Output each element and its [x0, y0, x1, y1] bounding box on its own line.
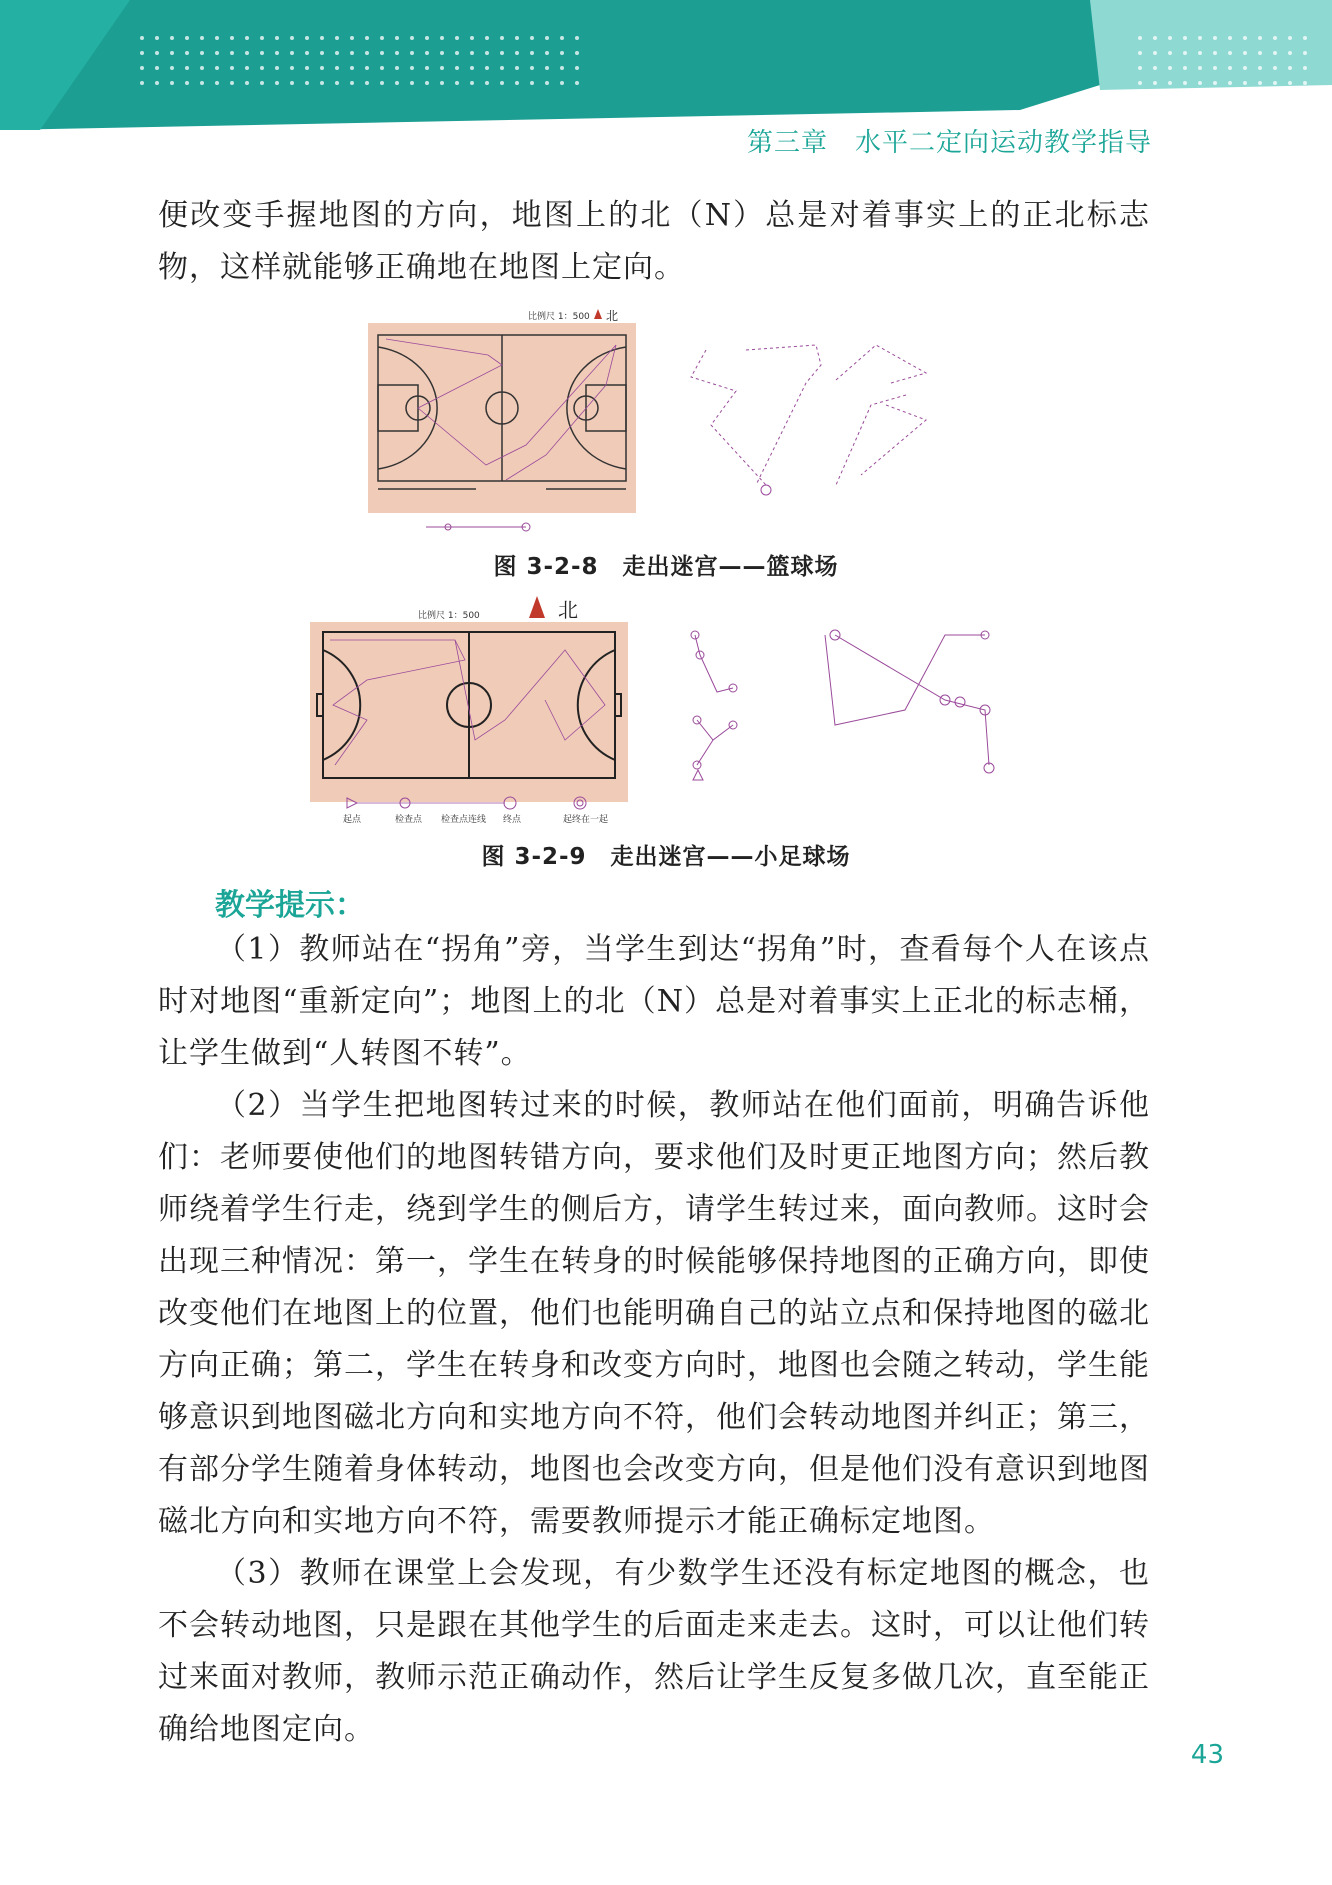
- page-number: 43: [1190, 1740, 1224, 1770]
- tip-paragraph-1: （1）教师站在“拐角”旁，当学生到达“拐角”时，查看每个人在该点时对地图“重新定向”；地图上的北（N）总是对着事实上正北的标志桶，让学生做到“人转图不转”。: [158, 932, 1150, 1071]
- legend-start-finish: 起终在一起: [563, 815, 609, 825]
- north-label: 北: [606, 309, 619, 323]
- tip-paragraph-3: （3）教师在课堂上会发现，有少数学生还没有标定地图的概念，也不会转动地图，只是跟在其他学生的后面走来走去。这时，可以让他们转过来面对教师，教师示范正确动作，然后让学生反复多做几次，直至能正确给地图定向。: [158, 1556, 1150, 1747]
- figure-caption-3-2-8: 图 3-2-8 走出迷宫——篮球场: [493, 554, 839, 580]
- legend-checkpoint: 检查点: [395, 815, 423, 825]
- figure-basketball-court: [366, 305, 986, 535]
- header-banner: [0, 0, 1332, 140]
- north-arrow-icon: [529, 596, 545, 618]
- figure-football-pitch: [305, 590, 1025, 830]
- chapter-title: 第三章 水平二定向运动教学指导: [746, 128, 1152, 158]
- scale-label: 比例尺 1：500: [528, 312, 590, 322]
- tip-paragraph-2: （2）当学生把地图转过来的时候，教师站在他们面前，明确告诉他们：老师要使他们的地图转错方向，要求他们及时更正地图方向；然后教师绕着学生行走，绕到学生的侧后方，请学生转过来，面向教师。这时会出现三种情况：第一，学生在转身的时候能够保持地图的正确方向，即使改变他们在地图上的位置，他们也能明确自己的站立点和保持地图的磁北方向正确；第二，学生在转身和改变方向时，地图也会随之转动，学生能够意识到地图磁北方向和实地方向不符，他们会转动地图并纠正；第三，有部分学生随着身体转动，地图也会改变方向，但是他们没有意识到地图磁北方向和实地方向不符，需要教师提示才能正确标定地图。: [158, 1088, 1150, 1539]
- north-arrow-icon: [594, 309, 602, 319]
- tips-heading: 教学提示：: [215, 888, 365, 923]
- scale-label: 比例尺 1：500: [418, 611, 480, 621]
- figure-caption-3-2-9: 图 3-2-9 走出迷宫——小足球场: [481, 844, 851, 870]
- legend-start: 起点: [343, 815, 362, 825]
- legend-checkpoint-line: 检查点连线: [441, 815, 487, 825]
- intro-paragraph: 便改变手握地图的方向，地图上的北（N）总是对着事实上的正北标志物，这样就能够正确地在地图上定向。: [158, 198, 1150, 285]
- north-label: 北: [558, 598, 578, 622]
- legend-finish: 终点: [503, 815, 522, 825]
